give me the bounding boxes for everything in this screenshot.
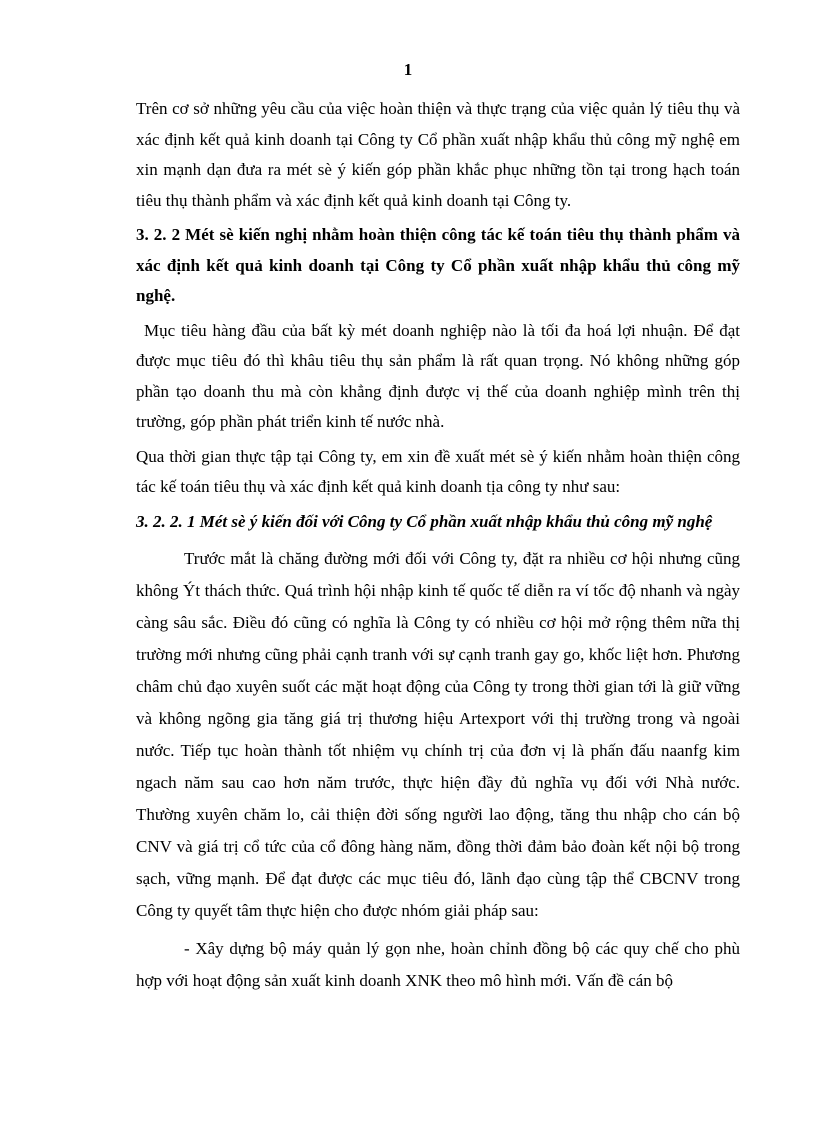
page-content	[136, 94, 740, 1001]
objective-paragraph: Mục tiêu hàng đầu của bất kỳ mét doanh nghiệp nào là tối đa hoá lợi nhuận. Để đạt được mục tiêu đó thì khâu tiêu thụ sản phẩm là rất quan trọng. Nó không những góp phần tạo doanh thu mà còn khẳng định được vị thế của doanh nghiệp mình trên thị trường, góp phần phát triển kinh tế nước nhà.	[136, 320, 740, 431]
strategy-paragraph: Trước mắt là chăng đường mới đối với Công ty, đặt ra nhiều cơ hội nhưng cũng không Ýt thách thức. Quá trình hội nhập kinh tế quốc tế diễn ra ví tốc độ nhanh và ngày càng sâu sắc. Điều đó cũng có nghĩa là Công ty có nhiều cơ hội mở rộng thêm nữa thị trường mới nhưng cũng phải cạnh tranh với sự cạnh tranh gay go, khốc liệt hơn. Phương châm chủ đạo xuyên suốt các mặt hoạt động của Công ty trong thời gian tới là giữ vững và không ngõng gia tăng giá trị thương hiệu Artexport với thị trường trong và ngoài nước. Tiếp tục hoàn thành tốt nhiệm vụ chính trị của đơn vị là phấn đấu naanfg kim ngach năm sau cao hơn năm trước, thực hiện đầy đủ nghĩa vụ đối với Nhà nước. Thường xuyên chăm lo, cải thiện đời sống người lao động, tăng thu nhập cho cán bộ CNV và giá trị cổ tức của cổ đông hàng năm, đồng thời đảm bảo đoàn kết nội bộ trong sạch, vững mạnh. Để đạt được các mục tiêu đó, lãnh đạo cùng tập thể CBCNV trong Công ty quyết tâm thực hiện cho được nhóm giải pháp sau:	[136, 549, 740, 920]
subsection-heading-3-2-2-1: 3. 2. 2. 1 Mét sè ý kiến đối với Công ty Cổ phần xuất nhập khẩu thủ công mỹ nghệ	[136, 511, 713, 531]
proposal-paragraph: Qua thời gian thực tập tại Công ty, em xin đề xuất mét sè ý kiến nhằm hoàn thiện công tác kế toán tiêu thụ và xác định kết quả kinh doanh tịa công ty như sau:	[136, 446, 740, 496]
intro-paragraph: Trên cơ sở những yêu cầu của việc hoàn thiện và thực trạng của việc quản lý tiêu thụ và xác định kết quả kinh doanh tại Công ty Cổ phần xuất nhập khẩu thủ công mỹ nghệ em xin mạnh dạn đưa ra mét sè ý kiến góp phần khắc phục những tồn tại trong hạch toán tiêu thụ thành phẩm và xác định kết quả kinh doanh tại Công ty.	[136, 99, 740, 210]
solution-bullet-paragraph: - Xây dựng bộ máy quản lý gọn nhe, hoàn chỉnh đồng bộ các quy chế cho phù hợp với hoạt động sản xuất kinh doanh XNK theo mô hình mới. Vấn đề cán bộ	[136, 939, 740, 990]
page-number: 1	[403, 60, 413, 79]
section-heading-3-2-2: 3. 2. 2 Mét sè kiến nghị nhằm hoàn thiện công tác kế toán tiêu thụ thành phẩm và xác định kết quả kinh doanh tại Công ty Cổ phần xuất nhập khẩu thủ công mỹ nghệ.	[136, 225, 740, 305]
